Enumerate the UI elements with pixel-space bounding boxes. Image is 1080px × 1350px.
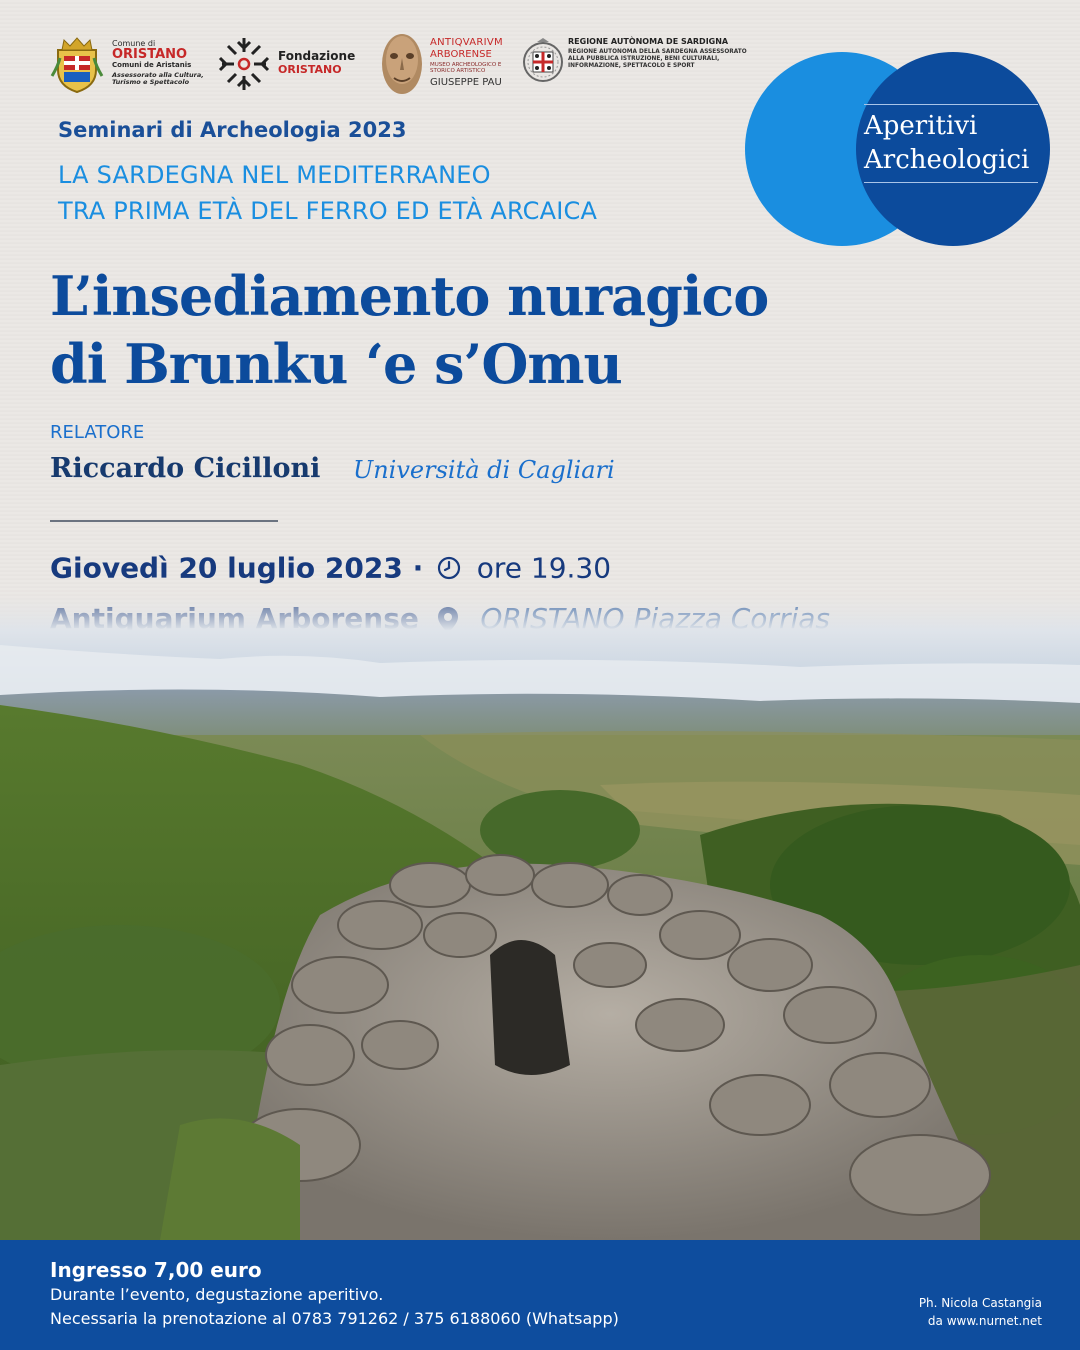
footer-ingresso: Ingresso 7,00 euro xyxy=(50,1258,262,1282)
logo-antiquarium xyxy=(378,30,518,102)
date-time-line xyxy=(50,550,611,585)
logo-antiquarium-line3: MUSEO ARCHEOLOGICO E STORICO ARTISTICO xyxy=(430,62,502,74)
clock-icon xyxy=(437,556,461,580)
photo-credit-line1: Ph. Nicola Castangia xyxy=(918,1296,1042,1310)
subtitle-line2: TRA PRIMA ETÀ DEL FERRO ED ETÀ ARCAICA xyxy=(58,197,598,225)
photo-credit xyxy=(919,1294,1042,1330)
event-time: ore 19.30 xyxy=(476,551,612,585)
logo-oristano-small: Comune di xyxy=(112,39,156,48)
landscape-photo xyxy=(0,585,1080,1240)
logo-regione-sardegna xyxy=(522,30,762,102)
divider xyxy=(50,520,278,522)
logo-fondazione-line2: ORISTANO xyxy=(278,63,342,76)
mask-icon xyxy=(378,30,426,100)
logo-antiquarium-line4: GIUSEPPE PAU xyxy=(430,77,502,88)
title-line2: di Brunku ‘e s’Omu xyxy=(50,332,622,396)
footer-prenotazione: Necessaria la prenotazione al 0783 791262 / 375 6188060 (Whatsapp) xyxy=(50,1309,619,1328)
footer-aperitivo: Durante l’evento, degustazione aperitivo. xyxy=(50,1285,384,1304)
aperitivi-badge xyxy=(864,104,1038,183)
logos-row xyxy=(50,30,750,102)
logo-fondazione-line1: Fondazione xyxy=(278,49,356,63)
title-line1: L’insediamento nuragico xyxy=(50,264,769,328)
badge-line1: Aperitivi xyxy=(864,111,978,141)
logo-oristano-sub2: Assessorato alla Cultura, Turismo e Spettacolo xyxy=(112,71,204,86)
badge-text xyxy=(864,105,1038,182)
photo-credit-line2: da www.nurnet.net xyxy=(927,1314,1042,1328)
logo-antiquarium-line1: ANTIQVARIVM xyxy=(430,37,503,48)
logo-oristano-name: ORISTANO xyxy=(112,47,188,62)
speaker-affiliation: Università di Cagliari xyxy=(353,456,615,484)
speaker-name: Riccardo Cicilloni xyxy=(50,453,321,484)
logo-regione-line1: REGIONE AUTÒNOMA DE SARDIGNA xyxy=(568,37,729,46)
event-title xyxy=(50,262,768,398)
logo-antiquarium-line2: ARBORENSE xyxy=(430,49,492,60)
regional-crest-icon xyxy=(522,36,564,88)
logo-comune-oristano xyxy=(50,30,210,102)
star-icon xyxy=(216,34,272,94)
relatore-label: RELATORE xyxy=(50,422,145,443)
badge-bottom-rule xyxy=(864,182,1038,183)
logo-oristano-sub: Comuni de Aristanis xyxy=(112,61,192,69)
series-subtitle xyxy=(58,157,597,229)
footer-bar xyxy=(0,1240,1080,1350)
logo-regione-line2: REGIONE AUTONOMA DELLA SARDEGNA ASSESSORATO ALLA PUBBLICA ISTRUZIONE, BENI CULTURALI, INFORMAZIONE, SPETTACOLO E SPORT xyxy=(568,49,747,70)
logo-fondazione-oristano xyxy=(216,30,376,102)
subtitle-line1: LA SARDEGNA NEL MEDITERRANEO xyxy=(58,161,491,189)
crest-icon xyxy=(50,36,104,94)
series-title: Seminari di Archeologia 2023 xyxy=(58,118,407,142)
event-date: Giovedì 20 luglio 2023 · xyxy=(50,551,424,585)
badge-line2: Archeologici xyxy=(864,145,1030,175)
